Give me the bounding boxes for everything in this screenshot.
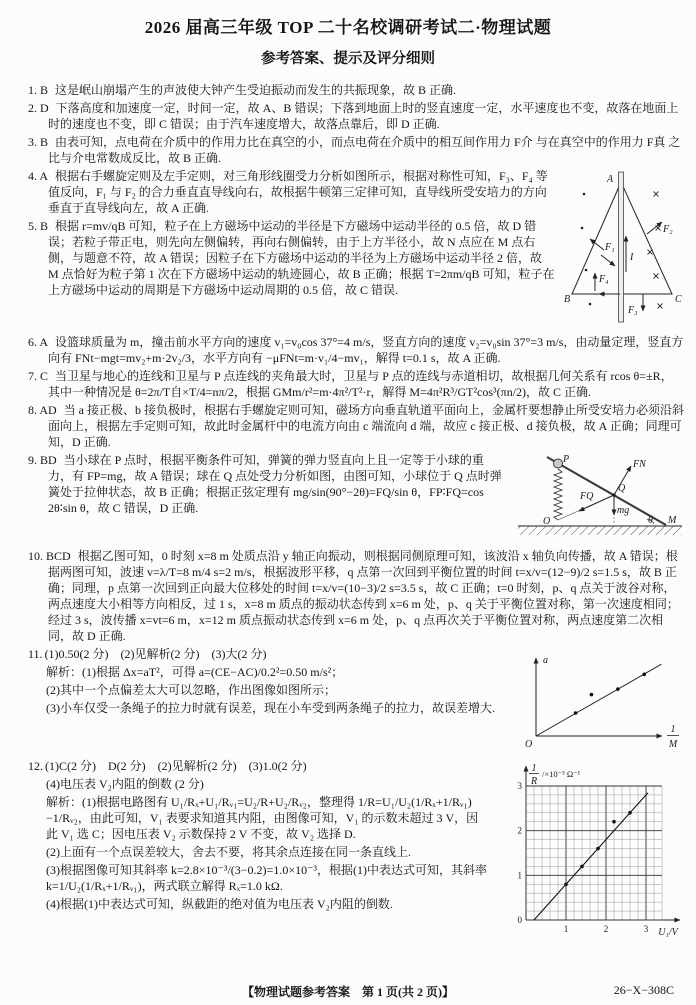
page-title: 2026 届高三年级 TOP 二十名校调研考试二·物理试题: [144, 18, 552, 37]
force-f4-label: F₄: [599, 274, 609, 285]
answer-number: 2. D: [28, 101, 49, 115]
answer-text: 设篮球质量为 m，撞击前水平方向的速度 v₁=v₀cos 37°=4 m/s，竖直方向的速度 v₂=v₀sin 37°=3 m/s，由动量定理，竖直方向有 FNt−mgt=mv₂+m·2v₂/3，水平方向有 −μFNt=m·v₁/4−mv₁，解得 t=0.1 s，故 A 正确.: [48, 335, 684, 365]
field-into-page-crosses: [648, 192, 663, 309]
point-o-label: O: [543, 516, 551, 527]
q11-solution-line: (2)其中一个点偏差太大可以忽略，作出图像如图所示；: [46, 683, 336, 697]
page-subtitle: 参考答案、提示及评分细则: [261, 51, 435, 67]
answer-item-3: [28, 134, 684, 166]
point-p-label: P: [563, 454, 570, 465]
svg-text:3: 3: [643, 924, 649, 934]
answer-item-2: [28, 100, 684, 132]
point-m-label: M: [668, 515, 677, 526]
answer-text: (1)0.50(2 分) (2)见解析(2 分) (3)大(2 分): [44, 647, 267, 661]
svg-text:2: 2: [603, 924, 609, 934]
q11-solution-line: 解析：(1)根据 Δx=aT²，可得 a=(CE−AC)/0.2²=0.50 m/s²；: [46, 665, 344, 679]
svg-text:1: 1: [563, 924, 569, 934]
y-axis-unit: /×10⁻³ Ω⁻¹: [542, 769, 581, 779]
y-axis-label-denominator: R: [530, 776, 538, 787]
origin-label: O: [525, 739, 533, 750]
vertex-a-label: A: [607, 174, 614, 185]
svg-text:0: 0: [517, 915, 522, 925]
q11-solution-line: (3)小车仅受一条绳子的拉力时就有误差，现在小车受到两条绳子的拉力，故误差增大.: [46, 701, 495, 715]
answer-block-11: [28, 646, 684, 756]
answer-item-6: [28, 334, 684, 366]
spring: [554, 469, 562, 520]
ball: [554, 459, 563, 468]
q12-solution-line: (4)根据(1)中表达式可知，纵截距的绝对值为电压表 V₂内阻的倒数.: [46, 897, 393, 911]
q12-solution-line: (3)根据图像可知其斜率 k=2.8×10⁻³/(3−0.2)=1.0×10⁻³，根据(1)中表达式可知，其斜率 k=1/U₂(1/Rₓ+1/Rᵥ₁)，两式联立解得 Rₓ=1.0 kΩ.: [46, 863, 488, 893]
answer-number: 5. B: [28, 219, 49, 233]
answer-text: 这是岷山崩塌产生的声波使大钟产生受迫振动而发生的共振现象，故 B 正确.: [55, 83, 457, 97]
answer-text: 根据右手螺旋定则及左手定则，对三角形线圈受力分析如图所示，根据对称性可知，F₃、F₄ 等值反向，F₁ 与 F₂ 的合力垂直直导线向右，故根据牛顿第三定律可知，直导线所受安培力的方向垂直于直导线向左，故 A 正确.: [48, 169, 548, 215]
point-q-label: Q: [618, 483, 626, 494]
answer-text: 当 a 接正极、b 接负极时，根据右手螺旋定则可知，磁场方向垂直轨道平面向上，金属杆要想静止所受安培力必须沿斜面向上，根据左手定则可知，故此时金属杆中的电流方向由 c 端流向 d 端，故应 c 接正极、d 接负极，故 A 正确；同理可知，D 正确.: [48, 403, 685, 449]
answer-number: 7. C: [28, 369, 49, 383]
answer-text: 当卫星与地心的连线和卫星与 P 点连线的夹角最大时，卫星与 P 点的连线与赤道相切，故根据几何关系有 rcos θ=±R，其中一种情况是 θ=2π/T自×T/4=nπ/2，根据 GMm/r²=m·4π²/T²·r，解得 M=4π²R³/GT²cos³(πn/2)，故 C 正确.: [48, 369, 673, 399]
answer-number: 6. A: [28, 335, 49, 349]
answer-block-12: [28, 758, 684, 942]
answer-block-4-5: [28, 168, 684, 332]
answer-text: 当小球在 P 点时，根据平衡条件可知，弹簧的弹力竖直向上且一定等于小球的重力，有 FP=mg，故 A 错误；球在 Q 点处受力分析如图，由图可知，小球位于 Q 点时弹簧处于拉伸状态，故 B 正确；根据正弦定理有 mg/sin(90°−2θ)=FQ/sin θ，FP∶FQ=cos 2θ∶sin θ，故 C 错误，D 正确.: [48, 453, 502, 515]
theta-label: θ: [648, 515, 653, 526]
force-f1-label: F₁: [605, 242, 615, 253]
svg-text:1: 1: [517, 870, 522, 881]
answer-number: 1. B: [28, 83, 49, 97]
q12-solution-line: (2)上面有一个点误差较大，舍去不要，将其余点连接在同一条直线上.: [46, 845, 411, 859]
answer-item-8: [28, 402, 684, 450]
answer-number: 8. AD: [28, 403, 57, 417]
x-axis-label-numerator: 1: [670, 724, 676, 735]
answer-number: 9. BD: [28, 453, 57, 467]
x-axis-label-denominator: M: [668, 739, 678, 750]
answer-number: 3. B: [28, 135, 49, 149]
answer-number: 10. BCD: [28, 549, 71, 563]
force-f2-arrow: [647, 222, 662, 234]
answer-item-10: [28, 548, 684, 644]
svg-text:2: 2: [517, 825, 522, 836]
current-label: I: [630, 252, 634, 263]
y-axis-label-numerator: 1: [531, 763, 537, 774]
force-f3-label: F₃: [628, 305, 638, 316]
q11-acceleration-chart: [520, 648, 684, 752]
answer-number: 4. A: [28, 169, 49, 183]
answer-text: 由表可知，点电荷在介质中的作用力比在真空的小，而点电荷在介质中的相互间作用力 F介 与在真空中的作用力 F真 之比与介电常数成反比，故 B 正确.: [48, 135, 681, 165]
answer-number: 12.: [28, 759, 43, 773]
y-axis-label: a: [543, 655, 548, 666]
q4-triangle-coil-diagram: [564, 170, 684, 328]
vertex-c-label: C: [675, 294, 682, 305]
answer-text: (1)C(2 分) D(2 分) (2)见解析(2 分) (3)1.0(2 分): [45, 759, 307, 773]
gravity-label: mg: [617, 505, 630, 516]
ground-hatching: [518, 526, 682, 535]
q9-incline-spring-diagram: [516, 454, 684, 542]
answer-text: 根据乙图可知，0 时刻 x=8 m 处质点沿 y 轴正向振动，则根据同侧原理可知，该波沿 x 轴负向传播，故 A 错误；根据两图可知，波速 v=λ/T=8 m/4 s=2 m/s，根据波形平移，q 点第一次回到平衡位置的时间 t=x/v=(12−9)/2 s=1.5 s，故 B 正确；同理，p 点第一次回到正向最大位移处的时间 t=x/v=(10−3)/2 s=3.5 s，故 C 正确；t=0 时刻，p、q 点关于波谷对称，两点速度大小相等方向相反，过 1 s，x=8 m 质点的振动状态传到 x=6 m 处，p、q 关于平衡位置对称，第一次速度相同；经过 3 s，波传播 x=vt=6 m，x=12 m 质点振动状态传到 x=6 m 处，p、q 点再次关于平衡位置对称，两点速度第二次相同，故 D 正确.: [48, 549, 679, 643]
x-axis-label: U₁/V: [658, 927, 678, 938]
answer-content: [0, 78, 696, 942]
q12-solution-line: 解析：(1)根据电路图有 U₁/Rₓ+U₁/Rᵥ₁=U₂/R+U₂/Rᵥ₂，整理得 1/R=U₁/U₂(1/Rₓ+1/Rᵥ₁)−1/Rᵥ₂，由此可知，V₁ 表要求知道其内阻，由图像可知，V₁ 的示数未超过 3 V，因此 V₁ 选 C；因电压表 V₂ 示数保持 2 V 不变，故 V₂ 选择 D.: [46, 795, 479, 841]
answer-number: 11.: [28, 647, 43, 661]
answer-text: 根据 r=mv/qB 可知，粒子在上方磁场中运动的半径是下方磁场中运动半径的 0.5 倍，故 D 错误；若粒子带正电，则先向左侧偏转，再向右侧偏转，由于上方半径小，故 N 点应在 M 点右侧，与题意不符，故 A 错误；因粒子在下方磁场中运动的半径为上方磁场中运动半径 2 倍，故 M 点恰好为粒子第 1 次在下方磁场中运动的轨迹圆心，故 B 正确；根据 T=2πm/qB 可知，粒子在上方磁场中运动的周期是下方磁场中运动周期的 0.5 倍，故 C 错误.: [48, 219, 555, 297]
answer-block-9: [28, 452, 684, 546]
footer-page-label: 【物理试题参考答案 第 1 页(共 2 页)】: [242, 985, 454, 999]
normal-force-label: FN: [633, 459, 646, 470]
force-f2-label: F₂: [663, 224, 673, 235]
straight-wire: [619, 172, 624, 322]
vertex-b-label: B: [564, 294, 571, 305]
answer-text: 下落高度和加速度一定，时间一定，故 A、B 错误；下落到地面上时的竖直速度一定，水平速度也不变，故落在地面上时的速度也不变，即 C 错误；由于汽车速度增大，故落点靠后，即 D 正确.: [48, 101, 679, 131]
answer-item-1: [28, 82, 684, 98]
q12-resistance-chart: [498, 760, 684, 938]
footer-code: 26−X−308C: [613, 983, 674, 997]
spring-force-label: FQ: [580, 491, 594, 502]
svg-text:3: 3: [517, 781, 522, 791]
q12-answer-line-2: (4)电压表 V₂内阻的倒数 (2 分): [46, 777, 204, 791]
answer-item-7: [28, 368, 684, 400]
